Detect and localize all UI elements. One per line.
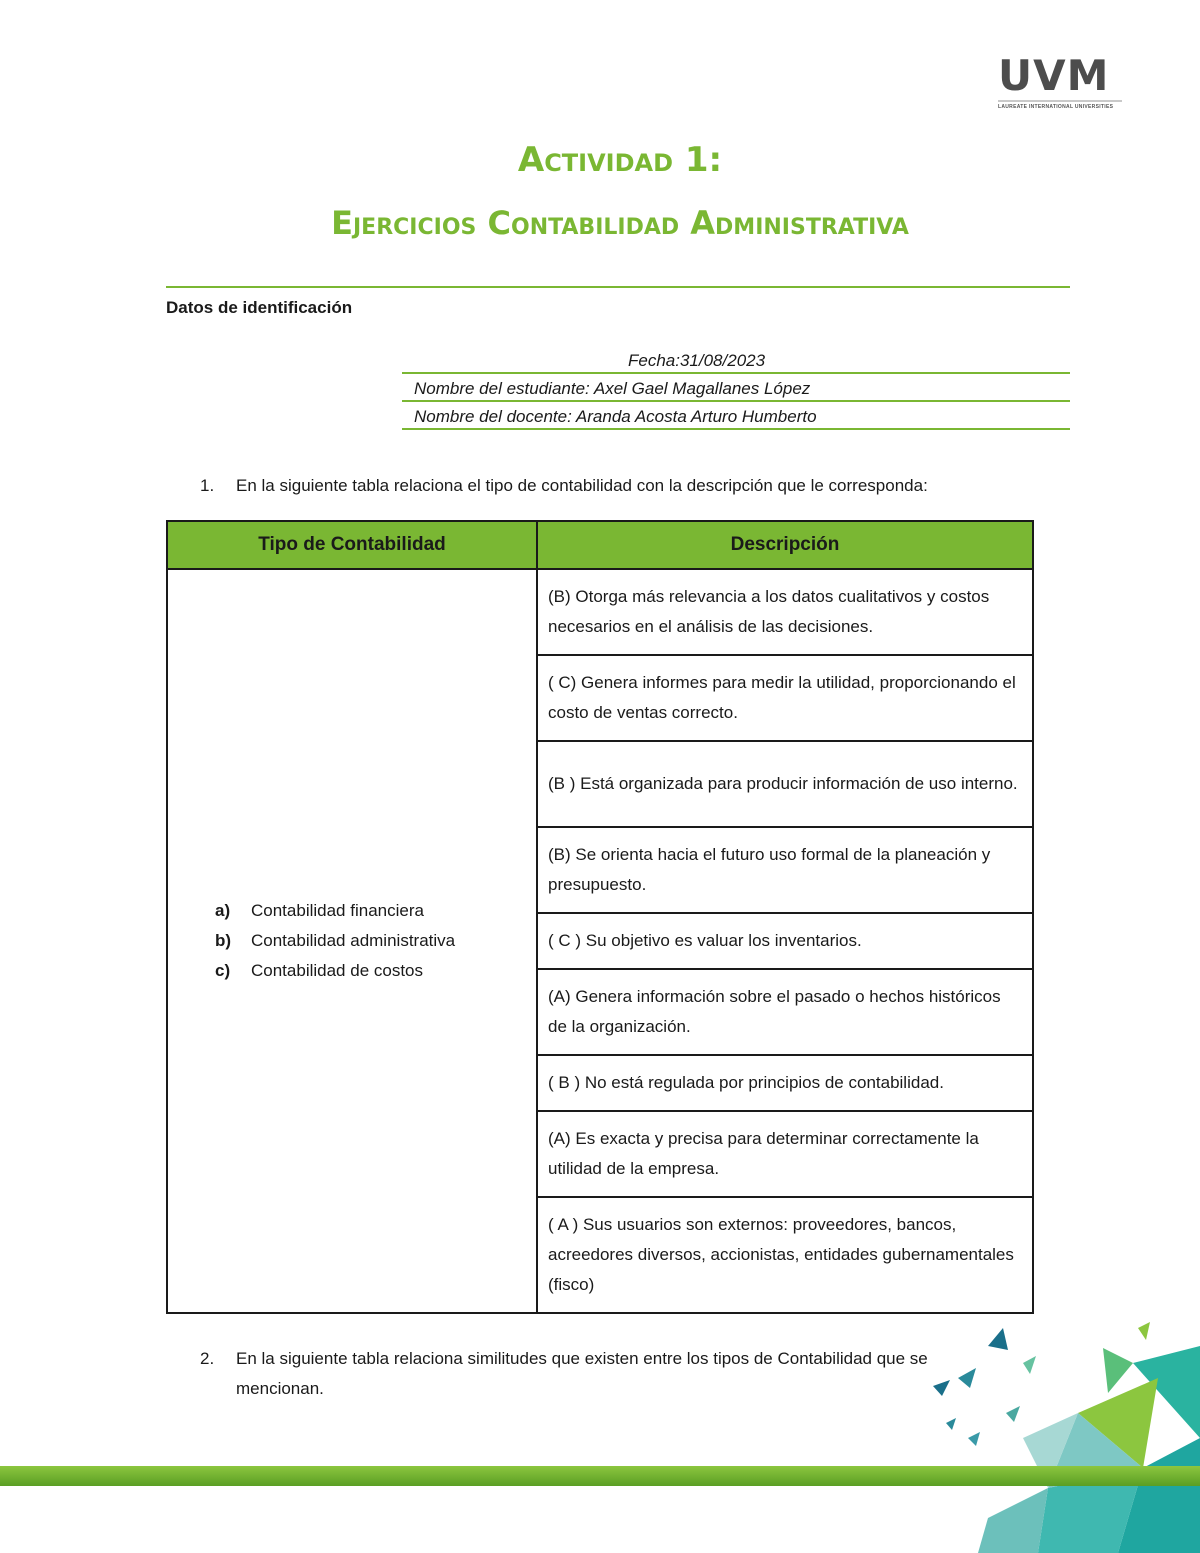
description-cell: (A) Genera información sobre el pasado o hechos históricos de la organización. bbox=[537, 969, 1033, 1055]
identification-label: Datos de identificación bbox=[166, 298, 353, 317]
student-line: Nombre del estudiante: Axel Gael Magallanes López bbox=[402, 374, 1070, 402]
question-1 bbox=[200, 471, 928, 501]
matching-table bbox=[166, 520, 1034, 1314]
description-cell: ( A ) Sus usuarios son externos: proveedores, bancos, acreedores diversos, accionistas, entidades gubernamentales (fisco) bbox=[537, 1197, 1033, 1313]
type-letter: b) bbox=[215, 931, 232, 950]
question-text-line2: mencionan. bbox=[236, 1379, 324, 1398]
logo-divider bbox=[998, 100, 1122, 102]
list-item bbox=[215, 896, 535, 926]
header-rule bbox=[166, 286, 1070, 288]
description-cell: (B) Otorga más relevancia a los datos cualitativos y costos necesarios en el análisis de las decisiones. bbox=[537, 569, 1033, 655]
uvm-logo bbox=[998, 51, 1122, 110]
description-cell: (B ) Está organizada para producir información de uso interno. bbox=[537, 741, 1033, 827]
table-row bbox=[167, 569, 1033, 655]
question-text-line1: En la siguiente tabla relaciona similitudes que existen entre los tipos de Contabilidad que se bbox=[236, 1349, 928, 1368]
header-descripcion: Descripción bbox=[537, 521, 1033, 569]
list-item bbox=[215, 956, 535, 986]
table-header-row bbox=[167, 521, 1033, 569]
type-letter: c) bbox=[215, 961, 231, 980]
date-line: Fecha:31/08/2023 bbox=[402, 346, 1070, 374]
logo-text: UVM bbox=[998, 51, 1110, 100]
teacher-line: Nombre del docente: Aranda Acosta Arturo Humberto bbox=[402, 402, 1070, 430]
type-letter: a) bbox=[215, 901, 231, 920]
type-label: Contabilidad de costos bbox=[251, 961, 424, 980]
footer-bar bbox=[0, 1466, 1200, 1486]
page-title: Actividad 1: bbox=[517, 140, 723, 180]
types-cell bbox=[167, 569, 537, 1313]
identification-block bbox=[402, 346, 1070, 430]
description-cell: (A) Es exacta y precisa para determinar correctamente la utilidad de la empresa. bbox=[537, 1111, 1033, 1197]
description-cell: ( C) Genera informes para medir la utilidad, proporcionando el costo de ventas correcto. bbox=[537, 655, 1033, 741]
page-subtitle: Ejercicios Contabilidad Administrativa bbox=[331, 204, 909, 242]
list-item bbox=[215, 926, 535, 956]
question-text: En la siguiente tabla relaciona el tipo de contabilidad con la descripción que le corresponda: bbox=[236, 476, 928, 495]
decorative-triangles bbox=[928, 1318, 1200, 1553]
logo-subtext: LAUREATE INTERNATIONAL UNIVERSITIES bbox=[998, 104, 1114, 110]
type-label: Contabilidad financiera bbox=[251, 901, 424, 920]
description-cell: ( C ) Su objetivo es valuar los inventarios. bbox=[537, 913, 1033, 969]
description-cell: (B) Se orienta hacia el futuro uso formal de la planeación y presupuesto. bbox=[537, 827, 1033, 913]
types-list bbox=[169, 896, 535, 986]
description-cell: ( B ) No está regulada por principios de contabilidad. bbox=[537, 1055, 1033, 1111]
question-number: 1. bbox=[200, 476, 215, 495]
type-label: Contabilidad administrativa bbox=[251, 931, 456, 950]
question-number: 2. bbox=[200, 1349, 215, 1368]
header-tipo: Tipo de Contabilidad bbox=[167, 521, 537, 569]
